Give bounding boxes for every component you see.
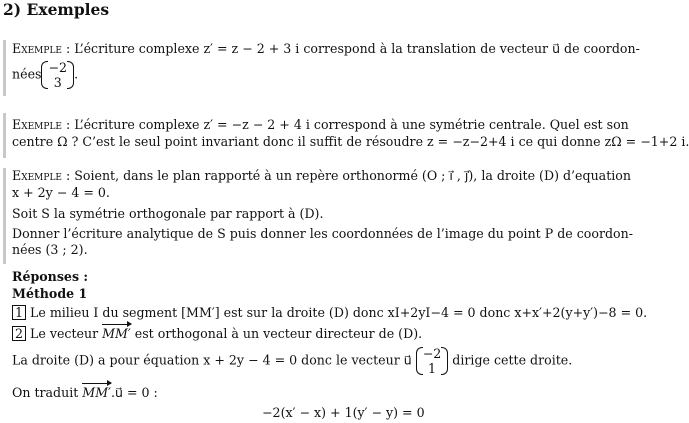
direction-pre: La droite (D) a pour équation x + 2y − 4 = 0 donc le vecteur u⃗ xyxy=(12,352,412,368)
example-1-line-2 xyxy=(12,60,78,90)
example-label: Exemple xyxy=(12,117,62,132)
example-3-line-3: Soit S la symétrie orthogonale par rapport à (D). xyxy=(12,206,324,221)
example-3-line-5: nées (3 ; 2). xyxy=(12,242,88,257)
item-1-text: Le milieu I du segment [MM′] est sur la droite (D) donc xI+2yI−4 = 0 donc x+x′+2(y+y′)−8 = 0. xyxy=(26,305,648,320)
direction-post: dirige cette droite. xyxy=(448,352,573,368)
vector-mm-prime: MM′ xyxy=(82,385,111,400)
equation: −2(x′ − x) + 1(y′ − y) = 0 xyxy=(262,405,425,420)
translate-line xyxy=(12,385,158,401)
direction-vector xyxy=(416,346,449,376)
example-1-vector xyxy=(41,60,74,90)
example-3-line-1 xyxy=(12,168,631,184)
answer-item-2 xyxy=(12,326,422,342)
item-2-pre: Le vecteur xyxy=(26,326,103,341)
item-2-post: est orthogonal à un vecteur directeur de (D). xyxy=(130,326,423,341)
vector-top: −2 xyxy=(422,346,442,361)
translate-pre: On traduit xyxy=(12,385,83,400)
example-1-text: : L’écriture complexe z′ = z − 2 + 3 i correspond à la translation de vecteur u⃗ de coordon- xyxy=(62,41,640,56)
example-1-prefix: nées xyxy=(12,66,42,82)
item-number-box: 1 xyxy=(12,305,26,320)
direction-line xyxy=(12,346,572,376)
example-3-line-4: Donner l’écriture analytique de S puis donner les coordonnées de l’image du point P de coordon- xyxy=(12,226,633,241)
translate-post: .u⃗ = 0 : xyxy=(110,385,158,400)
vector-bottom: 3 xyxy=(53,75,62,90)
example-3-bar xyxy=(3,168,6,264)
example-2-text: : L’écriture complexe z′ = −z − 2 + 4 i correspond à une symétrie centrale. Quel est son xyxy=(62,117,629,132)
vector-top: −2 xyxy=(48,60,68,75)
vector-bottom: 1 xyxy=(428,361,437,376)
vector-mm-prime: MM′ xyxy=(102,326,131,341)
item-number-box: 2 xyxy=(12,326,26,341)
answer-item-1 xyxy=(12,305,647,321)
example-1-suffix: . xyxy=(74,66,79,82)
example-label: Exemple xyxy=(12,41,62,56)
section-title: 2) Exemples xyxy=(3,0,110,19)
example-label: Exemple xyxy=(12,168,62,183)
example-2-line-1 xyxy=(12,117,629,133)
answers-heading: Réponses : xyxy=(12,269,89,284)
example-2-bar xyxy=(3,113,6,158)
method-heading: Méthode 1 xyxy=(12,286,88,301)
example-2-line-2: centre Ω ? C’est le seul point invariant donc il suffit de résoudre z = −z−2+4 i ce qui donne zΩ = −1+2 i. xyxy=(12,134,689,149)
example-3-text: : Soient, dans le plan rapporté à un repère orthonormé (O ; i⃗ , j⃗), la droite (D) d’equation xyxy=(62,168,631,183)
example-1-line-1 xyxy=(12,41,640,57)
example-3-line-2: x + 2y − 4 = 0. xyxy=(12,185,110,200)
example-1-bar xyxy=(3,40,6,96)
